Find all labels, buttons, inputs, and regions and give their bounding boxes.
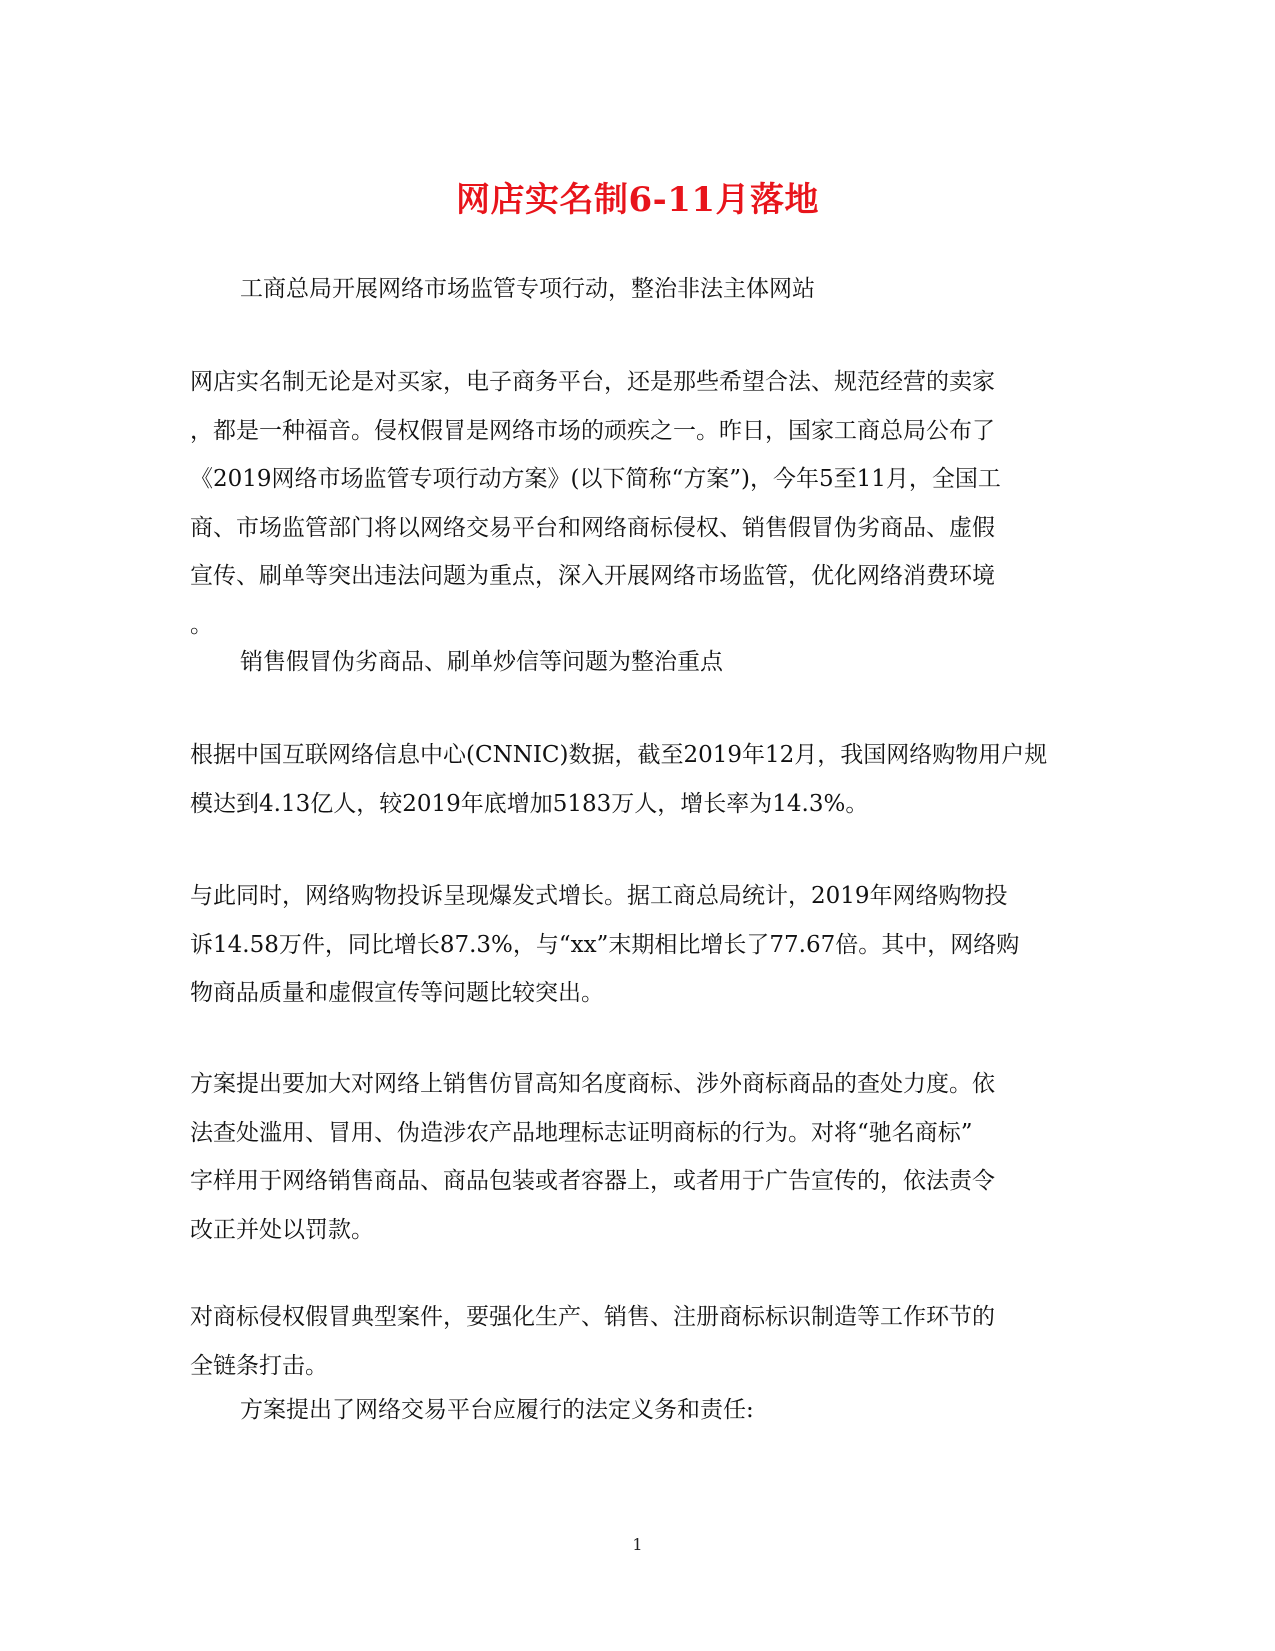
subheading-3 <box>240 1386 1085 1435</box>
text-line: 物商品质量和虚假宣传等问题比较突出。 <box>190 980 604 1006</box>
text-line: 方案提出了网络交易平台应履行的法定义务和责任: <box>240 1397 754 1423</box>
paragraph-1 <box>190 358 1085 649</box>
page-number: 1 <box>632 1535 643 1554</box>
text-line: 方案提出要加大对网络上销售仿冒高知名度商标、涉外商标商品的查处力度。依 <box>190 1071 995 1097</box>
text-line: 字样用于网络销售商品、商品包装或者容器上，或者用于广告宣传的，依法责令 <box>190 1168 995 1194</box>
paragraph-5 <box>190 1293 1085 1390</box>
text-line: 网店实名制无论是对买家，电子商务平台，还是那些希望合法、规范经营的卖家 <box>190 369 995 395</box>
text-line: 。 <box>190 611 213 638</box>
subheading-1 <box>240 265 1085 314</box>
paragraph-2 <box>190 731 1085 828</box>
text-line: 全链条打击。 <box>190 1352 328 1379</box>
text-line: 改正并处以罚款。 <box>190 1216 374 1243</box>
text-line: 《2019网络市场监管专项行动方案》(以下简称“方案”)，今年5至11月，全国工 <box>190 466 1001 492</box>
text-line: 工商总局开展网络市场监管专项行动，整治非法主体网站 <box>240 276 815 302</box>
text-line: 对商标侵权假冒典型案件，要强化生产、销售、注册商标标识制造等工作环节的 <box>190 1304 995 1330</box>
text-line: 诉14.58万件，同比增长87.3%，与“xx”末期相比增长了77.67倍。其中，网络购 <box>190 931 1020 958</box>
text-line: 根据中国互联网络信息中心(CNNIC)数据，截至2019年12月，我国网络购物用户规 <box>190 742 1048 768</box>
text-line: 销售假冒伪劣商品、刷单炒信等问题为整治重点 <box>240 649 723 675</box>
paragraph-4 <box>190 1060 1085 1254</box>
subheading-2 <box>240 638 1085 687</box>
text-line: ，都是一种福音。侵权假冒是网络市场的顽疾之一。昨日，国家工商总局公布了 <box>190 417 995 444</box>
document-title: 网店实名制6-11月落地 <box>455 180 820 220</box>
text-line: 模达到4.13亿人，较2019年底增加5183万人，增长率为14.3%。 <box>190 790 869 817</box>
text-line: 法查处滥用、冒用、伪造涉农产品地理标志证明商标的行为。对将“驰名商标” <box>190 1119 973 1146</box>
text-line: 商、市场监管部门将以网络交易平台和网络商标侵权、销售假冒伪劣商品、虚假 <box>190 514 995 541</box>
paragraph-3 <box>190 872 1085 1018</box>
text-line: 宣传、刷单等突出违法问题为重点，深入开展网络市场监管，优化网络消费环境 <box>190 563 995 589</box>
text-line: 与此同时，网络购物投诉呈现爆发式增长。据工商总局统计，2019年网络购物投 <box>190 883 1008 909</box>
